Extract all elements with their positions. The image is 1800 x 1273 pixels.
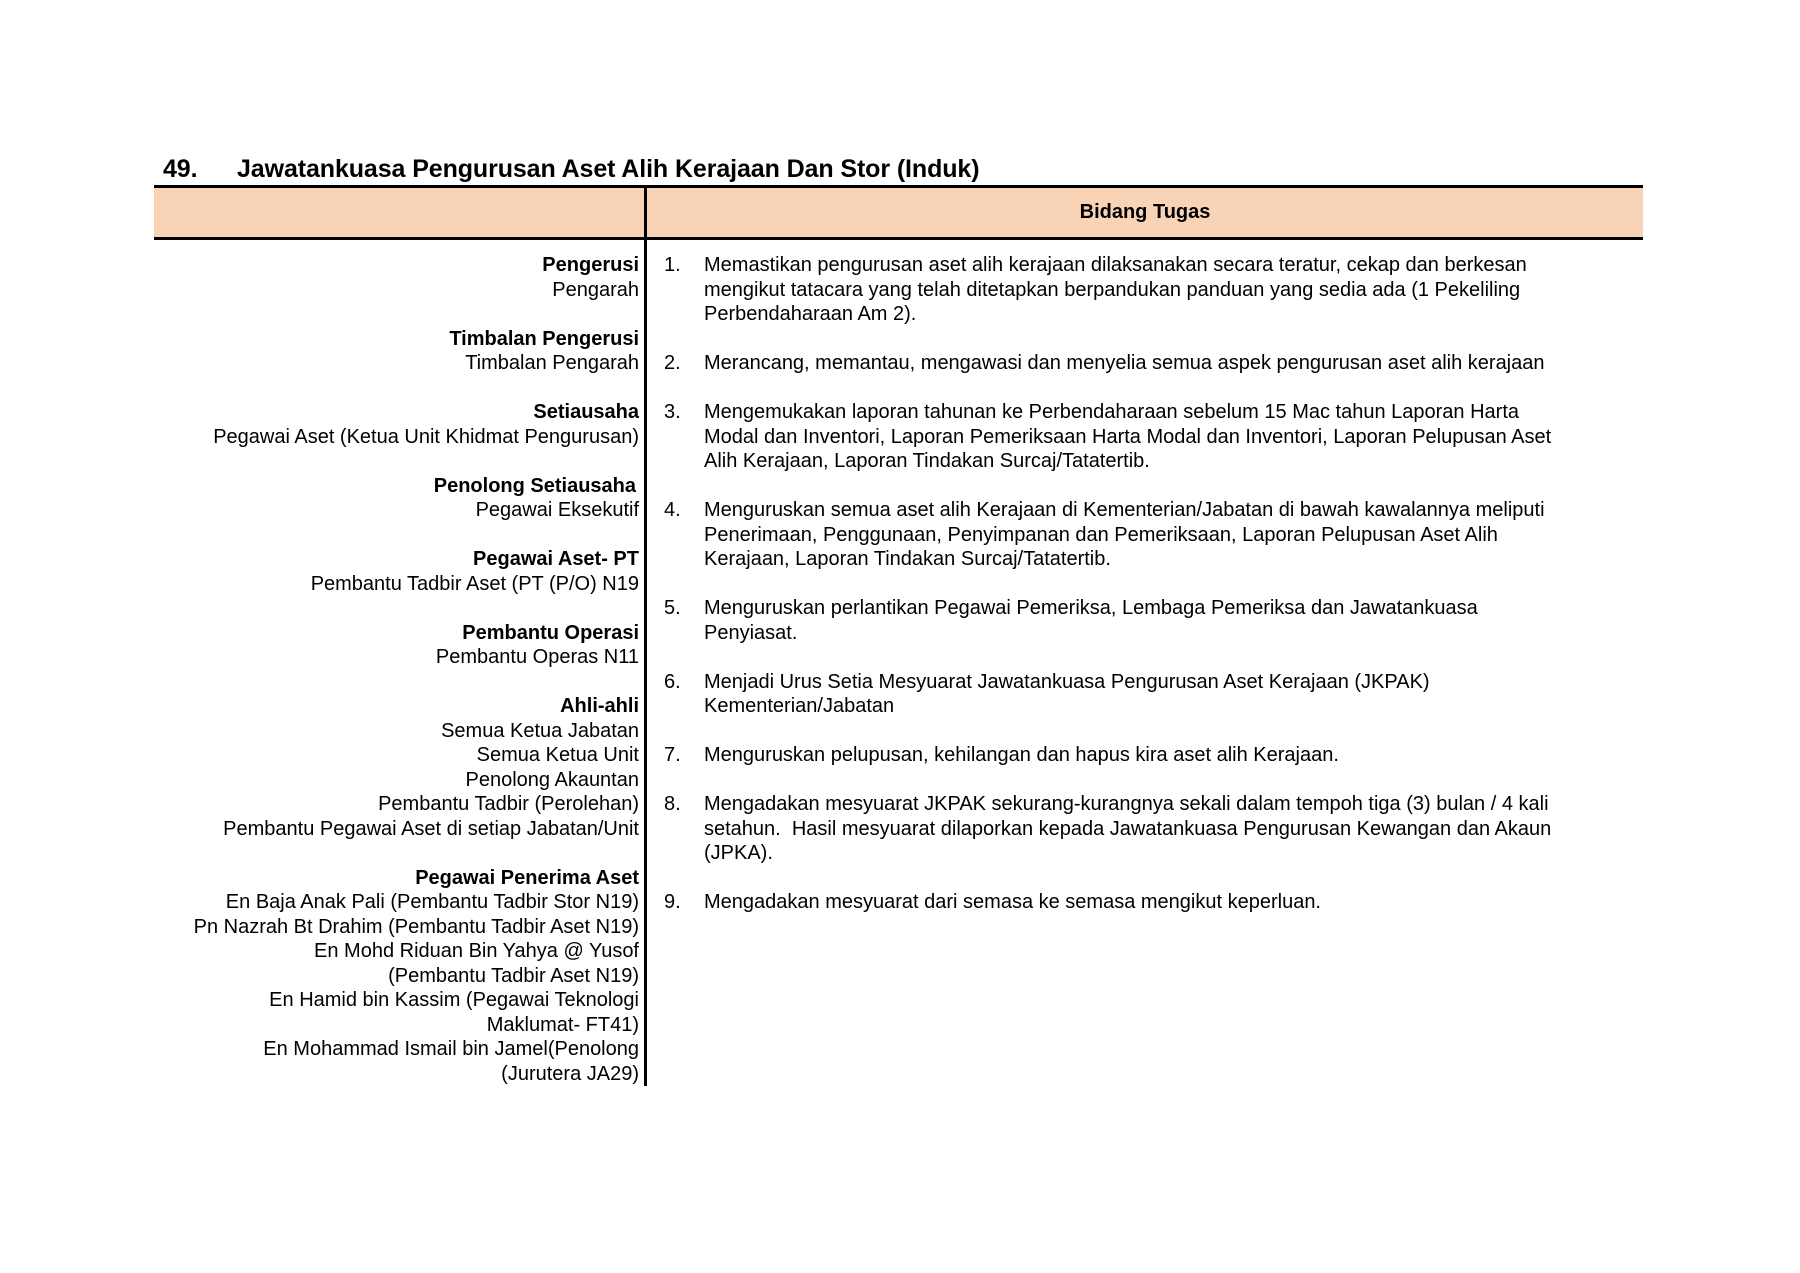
duty-number: 9. bbox=[664, 891, 681, 913]
member-role: Setiausaha bbox=[533, 401, 639, 423]
duty-text-line: Mengemukakan laporan tahunan ke Perbendaharaan sebelum 15 Mac tahun Laporan Harta bbox=[704, 401, 1519, 423]
duty-item bbox=[660, 400, 1630, 474]
duty-text-line: Penyiasat. bbox=[704, 621, 798, 644]
duty-text-line: Mengadakan mesyuarat JKPAK sekurang-kurangnya sekali dalam tempoh tiga (3) bulan / 4 kali bbox=[704, 793, 1549, 815]
duty-text-line: Kerajaan, Laporan Tindakan Surcaj/Tatatertib. bbox=[704, 548, 1111, 570]
section-title-text: Jawatankuasa Pengurusan Aset Alih Kerajaan Dan Stor (Induk) bbox=[237, 155, 980, 183]
member-holder: Pembantu Pegawai Aset di setiap Jabatan/Unit bbox=[223, 817, 639, 840]
duty-text-line: Menguruskan semua aset alih Kerajaan di Kementerian/Jabatan di bawah kawalannya meliputi bbox=[704, 499, 1545, 521]
member-role: Pegawai Aset- PT bbox=[473, 548, 639, 570]
spacer bbox=[100, 596, 639, 621]
duty-text-line: Kementerian/Jabatan bbox=[704, 695, 895, 717]
duty-item bbox=[660, 670, 1630, 719]
member-holder: (Jurutera JA29) bbox=[501, 1062, 639, 1085]
member-holder: Pn Nazrah Bt Drahim (Pembantu Tadbir Aset N19) bbox=[193, 915, 639, 938]
spacer bbox=[100, 670, 639, 695]
member-holder: Semua Ketua Unit bbox=[476, 744, 639, 766]
member-holder: En Mohd Riduan Bin Yahya @ Yusof bbox=[314, 940, 639, 962]
duty-number: 5. bbox=[664, 597, 681, 619]
body-column-divider bbox=[644, 240, 647, 1086]
duty-text-line: mengikut tatacara yang telah ditetapkan berpandukan panduan yang sedia ada (1 Pekeliling bbox=[704, 278, 1521, 301]
duties-column-header: Bidang Tugas bbox=[1079, 201, 1211, 223]
duty-item bbox=[660, 792, 1630, 866]
spacer bbox=[100, 523, 639, 548]
duty-item bbox=[660, 498, 1630, 572]
duty-text-line: Menguruskan pelupusan, kehilangan dan hapus kira aset alih Kerajaan. bbox=[704, 744, 1339, 766]
member-role: Pembantu Operasi bbox=[462, 621, 639, 644]
duty-text-line: setahun. Hasil mesyuarat dilaporkan kepada Jawatankuasa Pengurusan Kewangan dan Akaun bbox=[704, 817, 1552, 840]
duty-number: 6. bbox=[664, 670, 681, 693]
member-holder: Penolong Akauntan bbox=[465, 768, 639, 791]
section-title bbox=[163, 153, 979, 185]
duty-item bbox=[660, 596, 1630, 645]
duty-number: 1. bbox=[664, 254, 681, 276]
member-role: Timbalan Pengerusi bbox=[449, 327, 639, 350]
member-role: Pegawai Penerima Aset bbox=[415, 866, 639, 889]
member-holder: Semua Ketua Jabatan bbox=[441, 719, 639, 742]
member-holder: Maklumat- FT41) bbox=[486, 1013, 639, 1036]
duty-text-line: Alih Kerajaan, Laporan Tindakan Surcaj/Tatatertib. bbox=[704, 450, 1150, 472]
duty-text-line: Memastikan pengurusan aset alih kerajaan dilaksanakan secara teratur, cekap dan berkesan bbox=[704, 254, 1527, 276]
member-holder: Pegawai Eksekutif bbox=[475, 499, 639, 521]
member-holder: Pembantu Tadbir (Perolehan) bbox=[378, 793, 639, 815]
member-holder: Pengarah bbox=[552, 278, 639, 301]
member-holder: En Mohammad Ismail bin Jamel(Penolong bbox=[263, 1038, 639, 1060]
spacer bbox=[100, 376, 639, 401]
member-role: Penolong Setiausaha bbox=[433, 474, 636, 497]
duty-text-line: Mengadakan mesyuarat dari semasa ke semasa mengikut keperluan. bbox=[704, 891, 1321, 913]
spacer bbox=[100, 302, 639, 327]
duty-text-line: Merancang, memantau, mengawasi dan menyelia semua aspek pengurusan aset alih kerajaan bbox=[704, 352, 1545, 374]
member-holder: Pembantu Tadbir Aset (PT (P/O) N19 bbox=[310, 572, 639, 595]
duty-text-line: Menguruskan perlantikan Pegawai Pemeriksa, Lembaga Pemeriksa dan Jawatankuasa bbox=[704, 597, 1478, 619]
member-holder: Pegawai Aset (Ketua Unit Khidmat Pengurusan) bbox=[213, 425, 639, 448]
member-role: Ahli-ahli bbox=[560, 695, 639, 717]
duty-text-line: (JPKA). bbox=[704, 842, 773, 864]
duty-text-line: Penerimaan, Penggunaan, Penyimpanan dan Pemeriksaan, Laporan Pelupusan Aset Alih bbox=[704, 523, 1498, 546]
duty-text-line: Perbendaharaan Am 2). bbox=[704, 303, 917, 325]
duty-item bbox=[660, 890, 1630, 915]
duty-text-line: Modal dan Inventori, Laporan Pemeriksaan Harta Modal dan Inventori, Laporan Pelupusan Aset bbox=[704, 425, 1552, 448]
duty-number: 8. bbox=[664, 793, 681, 815]
duty-item bbox=[660, 743, 1630, 768]
duty-item bbox=[660, 253, 1630, 327]
member-holder: (Pembantu Tadbir Aset N19) bbox=[388, 964, 639, 987]
member-holder: En Baja Anak Pali (Pembantu Tadbir Stor N19) bbox=[225, 891, 639, 913]
spacer bbox=[100, 841, 639, 866]
duty-number: 2. bbox=[664, 352, 681, 374]
member-holder: Timbalan Pengarah bbox=[465, 352, 639, 374]
members-column bbox=[100, 253, 639, 1086]
section-number: 49. bbox=[163, 155, 198, 183]
duty-text-line: Menjadi Urus Setia Mesyuarat Jawatankuasa Pengurusan Aset Kerajaan (JKPAK) bbox=[704, 670, 1430, 693]
duty-number: 3. bbox=[664, 401, 681, 423]
member-role: Pengerusi bbox=[542, 254, 639, 276]
duty-number: 7. bbox=[664, 744, 681, 766]
member-holder: En Hamid bin Kassim (Pegawai Teknologi bbox=[269, 989, 639, 1011]
duty-number: 4. bbox=[664, 499, 681, 521]
duty-item bbox=[660, 351, 1630, 376]
duties-column bbox=[660, 253, 1630, 939]
spacer bbox=[100, 449, 639, 474]
member-holder: Pembantu Operas N11 bbox=[435, 646, 639, 668]
